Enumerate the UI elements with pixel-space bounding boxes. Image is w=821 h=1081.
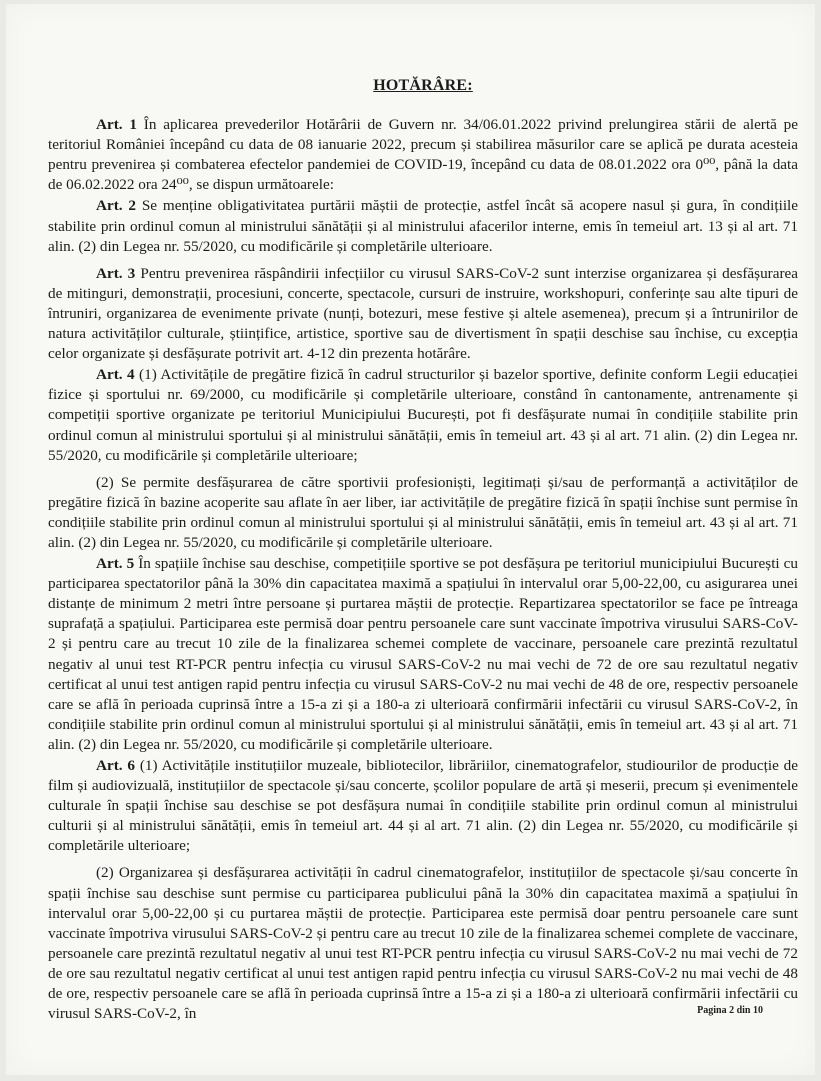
article-text: În aplicarea prevederilor Hotărârii de Guvern nr. 34/06.01.2022 privind prelungirea stării de alertă pe teritoriul României începând cu data de 08 ianuarie 2022, precum și stabilirea măsurilor care se aplică pe durata acesteia pentru prevenirea și combaterea efectelor pandemiei de COVID-19, începând cu data de 08.01.2022 ora 0⁰⁰, până la data de 06.02.2022 ora 24⁰⁰, se dispun următoarele: <box>48 116 798 194</box>
article-3 <box>48 264 798 364</box>
article-text: (1) Activitățile de pregătire fizică în cadrul structurilor și bazelor sportive, definite conform Legii educației fizice și sportului nr. 69/2000, cu modificările și completările ulterioare, constând în cantonamente, antrenamente și competiții sportive organizate pe teritoriul Municipiului București, pot fi desfășurate numai în condițiile stabilite prin ordinul comun al ministrului sportului și al ministrului sănătății, emis în temeiul art. 43 și al art. 71 alin. (2) din Legea nr. 55/2020, cu modificările și completările ulterioare; <box>48 366 798 464</box>
article-2 <box>48 196 798 256</box>
article-6-par-2 <box>48 863 798 1024</box>
article-4-par-2 <box>48 473 798 553</box>
article-label: Art. 2 <box>96 197 137 215</box>
page-number-footer: Pagina 2 din 10 <box>697 1005 763 1016</box>
article-5 <box>48 554 798 755</box>
document-page <box>6 4 815 1075</box>
article-label: Art. 1 <box>96 116 137 134</box>
article-text: În spațiile închise sau deschise, competițiile sportive se pot desfășura pe teritoriul municipiului București cu participarea spectatorilor până la 30% din capacitatea maximă a spațiului în intervalul orar 5,00-22,00, cu asigurarea unei distanțe de minimum 2 metri între persoane și purtarea măștii de protecție. Repartizarea spectatorilor se face pe întreaga suprafață a spațiului. Participarea este permisă doar pentru persoanele care sunt vaccinate împotriva virusului SARS-CoV-2 și pentru care au trecut 10 zile de la finalizarea schemei complete de vaccinare, persoanele care prezintă rezultatul negativ al unui test RT-PCR pentru infecția cu virusul SARS-CoV-2 nu mai vechi de 72 de ore sau rezultatul negativ certificat al unui test antigen rapid pentru infecția cu virusul SARS-CoV-2 nu mai vechi de 48 de ore, respectiv persoanele care se află în perioada cuprinsă între a 15-a zi și a 180-a zi ulterioară confirmării infectării cu virusul SARS-CoV-2, în condițiile stabilite prin ordinul comun al ministrului sportului și al ministrului sănătății, emis în temeiul art. 43 și al art. 71 alin. (2) din Legea nr. 55/2020, cu modificările și completările ulterioare. <box>48 555 798 753</box>
article-label: Art. 3 <box>96 264 136 282</box>
article-label: Art. 6 <box>96 757 136 774</box>
article-text: Pentru prevenirea răspândirii infecțiilor cu virusul SARS-CoV-2 sunt interzise organizarea și desfășurarea de mitinguri, demonstrații, procesiuni, concerte, spectacole, cursuri de instruire, workshopuri, conferințe sau alte tipuri de întruniri, organizarea de evenimente private (nunți, botezuri, mese festive și altele asemenea), precum și a întrunirilor de natura activităților culturale, științifice, artistice, sportive sau de divertisment în spații deschise sau închise, cu excepția celor organizate și desfășurate potrivit art. 4-12 din prezenta hotărâre. <box>48 264 798 363</box>
article-6-par-1 <box>48 756 798 856</box>
document-title: HOTĂRÂRE: <box>373 77 473 94</box>
article-label: Art. 4 <box>96 366 135 384</box>
article-text: (2) Se permite desfășurarea de către sportivii profesioniști, legitimați și/sau de performanță a activităților de pregătire fizică în bazine acoperite sau aflate în aer liber, iar activitățile de pregătire fizică în spații închise sunt permise în condițiile stabilite prin ordinul comun al ministrului sportului și al ministrului sănătății, emis în temeiul art. 43 și al art. 71 alin. (2) din Legea nr. 55/2020, cu modificările și completările ulterioare. <box>48 473 798 551</box>
article-text: (1) Activitățile instituțiilor muzeale, bibliotecilor, librăriilor, cinematografelor, studiourilor de producție de film și audiovizuală, instituțiilor de spectacole și/sau concerte, școlilor populare de artă și meserii, precum și evenimentele culturale în spații închise sau deschise se pot desfășura numai în condițiile stabilite prin ordinul comun al ministrului culturii și al ministrului sănătății, emis în temeiul art. 44 și al art. 71 alin. (2) din Legea nr. 55/2020, cu modificările și completările ulterioare; <box>48 757 798 855</box>
article-text: Se menține obligativitatea purtării măștii de protecție, astfel încât să acopere nasul și gura, în condițiile stabilite prin ordinul comun al ministrului sănătății și al ministrului afacerilor interne, emis în temeiul art. 13 și al art. 71 alin. (2) din Legea nr. 55/2020, cu modificările și completările ulterioare. <box>48 197 798 255</box>
article-text: (2) Organizarea și desfășurarea activității în cadrul cinematografelor, instituțiilor de spectacole și/sau concerte în spații închise sau deschise sunt permise cu participarea publicului până la 30% din capacitatea maximă a spațiului în intervalul orar 5,00-22,00 și cu purtarea măștii de protecție. Participarea este permisă doar pentru persoanele care sunt vaccinate împotriva virusului SARS-CoV-2 și pentru care au trecut 10 zile de la finalizarea schemei complete de vaccinare, persoanele care prezintă rezultatul negativ al unui test RT-PCR pentru infecția cu virusul SARS-CoV-2 nu mai vechi de 72 de ore sau rezultatul negativ certificat al unui test antigen rapid pentru infecția cu virusul SARS-CoV-2 nu mai vechi de 48 de ore, respectiv persoanele care se află în perioada cuprinsă între a 15-a zi și a 180-a zi ulterioară confirmării infectării cu virusul SARS-CoV-2, în <box>48 864 798 1023</box>
article-label: Art. 5 <box>96 555 135 573</box>
document-body <box>48 76 798 1025</box>
article-1 <box>48 115 798 195</box>
article-4-par-1 <box>48 365 798 465</box>
